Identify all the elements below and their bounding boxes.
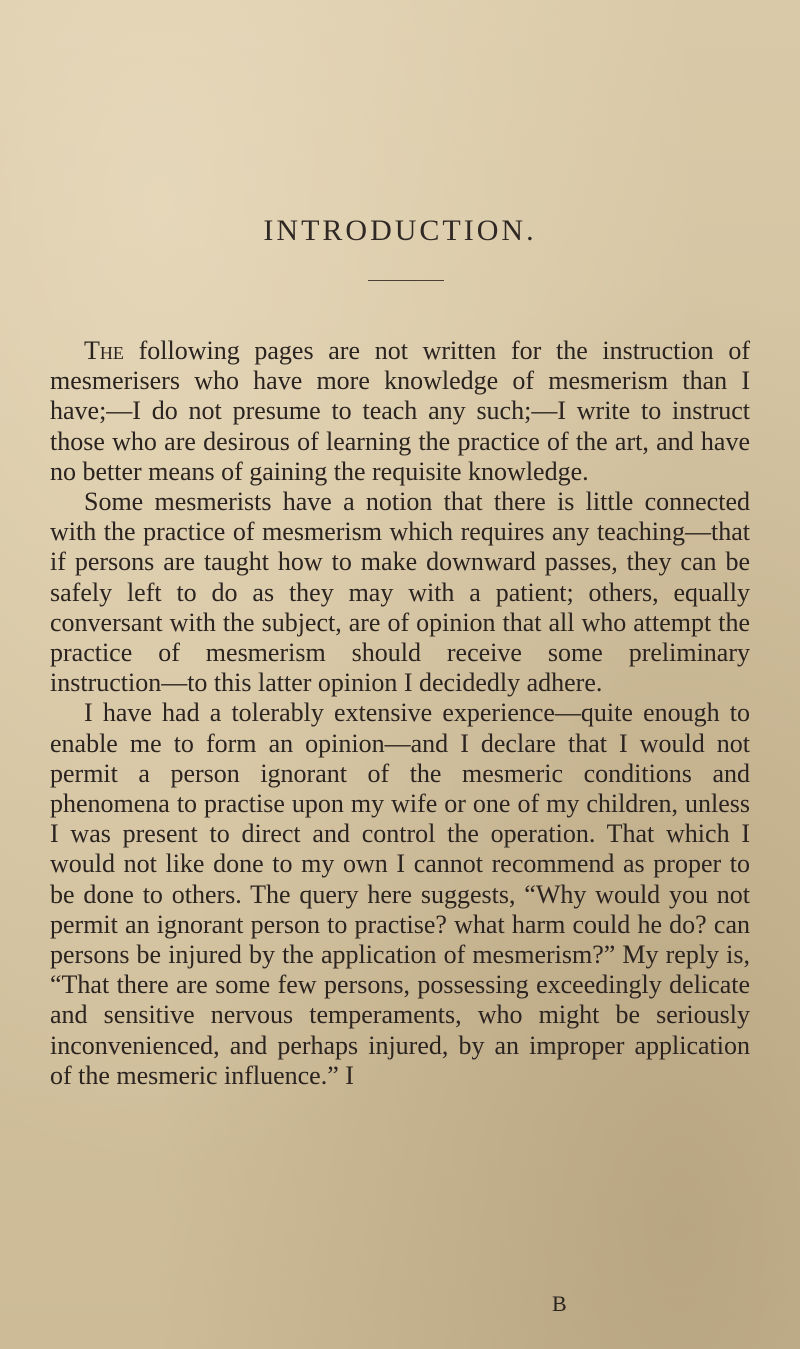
chapter-title: INTRODUCTION. <box>263 214 537 247</box>
paragraph-3: I have had a tolerably extensive experience—quite enough to enable me to form an opinion—and I declare that I would not permit a person ignorant of the mesmeric conditions and phenomena to practise upon my wife or one of my children, unless I was present to direct and control the operation. That which I would not like done to my own I cannot recommend as proper to be done to others. The query here suggests, “Why would you not permit an ignorant person to practise? what harm could he do? can persons be injured by the application of mesmerism?” My reply is, “That there are some few persons, possessing exceedingly delicate and sensitive nervous temperaments, who might be seriously inconvenienced, and perhaps injured, by an improper application of the mesmeric influence.” I <box>50 698 750 1090</box>
signature-mark: B <box>552 1291 567 1316</box>
first-word: The <box>84 336 124 365</box>
title-rule <box>368 280 444 281</box>
body-text <box>50 336 750 1091</box>
paragraph-1-text: following pages are not written for the instruction of mesmerisers who have more knowledge of mesmerism than I have;—I do not presume to teach any such;—I write to instruct those who are desirous of learning the practice of the art, and have no better means of gaining the requisite knowledge. <box>50 336 750 486</box>
paragraph-2: Some mesmerists have a notion that there is little connected with the practice of mesmerism which requires any teaching—that if persons are taught how to make downward passes, they can be safely left to do as they may with a patient; others, equally conversant with the subject, are of opinion that all who attempt the practice of mesmerism should receive some preliminary instruction—to this latter opinion I decidedly adhere. <box>50 487 750 698</box>
paragraph-1 <box>50 336 750 487</box>
